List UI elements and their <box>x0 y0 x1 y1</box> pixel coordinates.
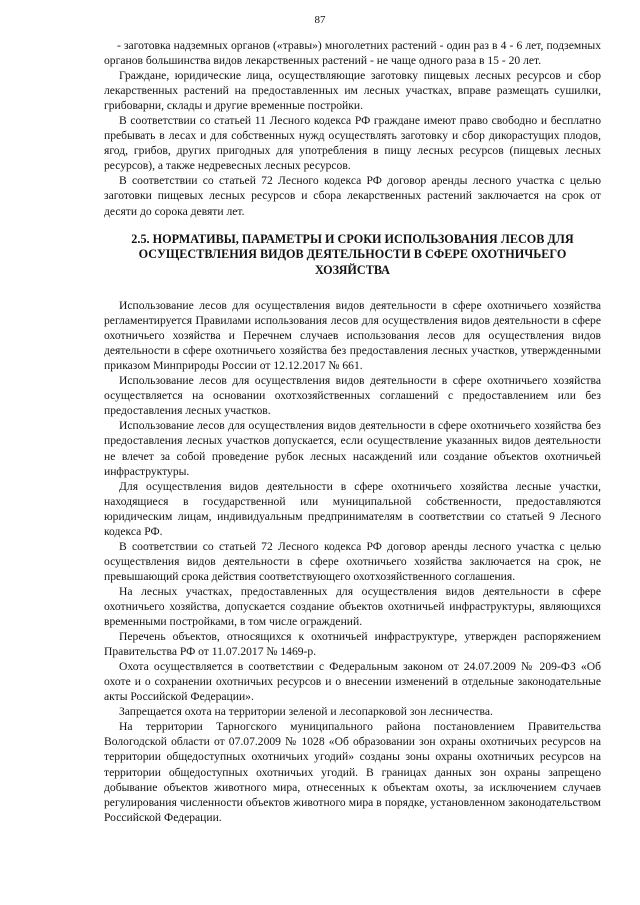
paragraph: - заготовка надземных органов («травы») многолетних растений - один раз в 4 - 6 лет, подземных органов большинства видов лекарственных растений - не чаще одного раза в 15 - 20 лет. <box>104 39 601 68</box>
paragraph: В соответствии со статьей 11 Лесного кодекса РФ граждане имеют право свободно и бесплатно пребывать в лесах и для собственных нужд осуществлять заготовку и сбор дикорастущих плодов, ягод, грибов, других пригодных для употребления в пищу лесных ресурсов (пищевых лесных ресурсов), а также недревесных лесных ресурсов. <box>104 114 601 173</box>
paragraph: На лесных участках, предоставленных для осуществления видов деятельности в сфере охотничьего хозяйства, допускается создание объектов охотничьей инфраструктуры, являющихся временными постройками, в том числе ограждений. <box>104 584 601 629</box>
paragraph: Для осуществления видов деятельности в сфере охотничьего хозяйства лесные участки, находящиеся в государственной или муниципальной собственности, предоставляются юридическим лицам, индивидуальным предпринимателям в соответствии со статьей 9 Лесного кодекса РФ. <box>104 479 601 538</box>
paragraph: Использование лесов для осуществления видов деятельности в сфере охотничьего хозяйства осуществляется на основании охотхозяйственных соглашений с предоставлением или без предоставления лесных участков. <box>104 374 601 418</box>
paragraph: В соответствии со статьей 72 Лесного кодекса РФ договор аренды лесного участка с целью осуществления видов деятельности в сфере охотничьего хозяйства заключается на срок, не превышающий срока действия соответствующего охотхозяйственного соглашения. <box>104 539 601 583</box>
paragraph: Охота осуществляется в соответствии с Федеральным законом от 24.07.2009 № 209-ФЗ «Об охоте и о сохранении охотничьих ресурсов и о внесении изменений в отдельные законодательные акты Российской Федерации». <box>104 660 601 704</box>
page-number: 87 <box>314 14 326 26</box>
paragraph: В соответствии со статьей 72 Лесного кодекса РФ договор аренды лесного участка с целью заготовки пищевых лесных ресурсов и сбора лекарственных растений заключается на срок от десяти до сорока девяти лет. <box>104 174 601 218</box>
paragraph: Использование лесов для осуществления видов деятельности в сфере охотничьего хозяйства регламентируется Правилами использования лесов для осуществления видов деятельности в сфере охотничьего хозяйства и Перечнем случаев использования лесов для осуществления видов деятельности в сфере охотничьего хозяйства без предоставления лесных участков, утвержденными приказом Минприроды России от 12.12.2017 № 661. <box>104 299 601 373</box>
paragraph: Граждане, юридические лица, осуществляющие заготовку пищевых лесных ресурсов и сбор лекарственных растений на предоставленных им лесных участках, вправе размещать сушилки, грибоварни, склады и другие временные постройки. <box>104 69 601 113</box>
document-body <box>104 38 601 825</box>
paragraph: Запрещается охота на территории зеленой и лесопарковой зон лесничества. <box>119 705 493 719</box>
paragraph: Перечень объектов, относящихся к охотничьей инфраструктуре, утвержден распоряжением Правительства РФ от 11.07.2017 № 1469-р. <box>104 630 601 659</box>
paragraph: Использование лесов для осуществления видов деятельности в сфере охотничьего хозяйства без предоставления лесных участков допускается, если осуществление указанных видов деятельности не влечет за собой проведение рубок лесных насаждений или создание объектов охотничьей инфраструктуры. <box>104 419 601 478</box>
section-heading: 2.5. НОРМАТИВЫ, ПАРАМЕТРЫ И СРОКИ ИСПОЛЬЗОВАНИЯ ЛЕСОВ ДЛЯ ОСУЩЕСТВЛЕНИЯ ВИДОВ ДЕЯТЕЛЬНОСТИ В СФЕРЕ ОХОТНИЧЬЕГО ХОЗЯЙСТВА <box>131 231 574 277</box>
paragraph: На территории Тарногского муниципального района постановлением Правительства Вологодской области от 07.07.2009 № 1028 «Об образовании зон охраны охотничьих ресурсов на территории общедоступных охотничьих угодий» созданы зоны охраны охотничьих ресурсов на территории общедоступных охотничьих угодий. В границах данных зон охраны запрещено добывание объектов животного мира, отнесенных к объектам охоты, за исключением случаев регулирования численности объектов животного мира в порядке, установленном законодательством Российской Федерации. <box>104 720 601 824</box>
